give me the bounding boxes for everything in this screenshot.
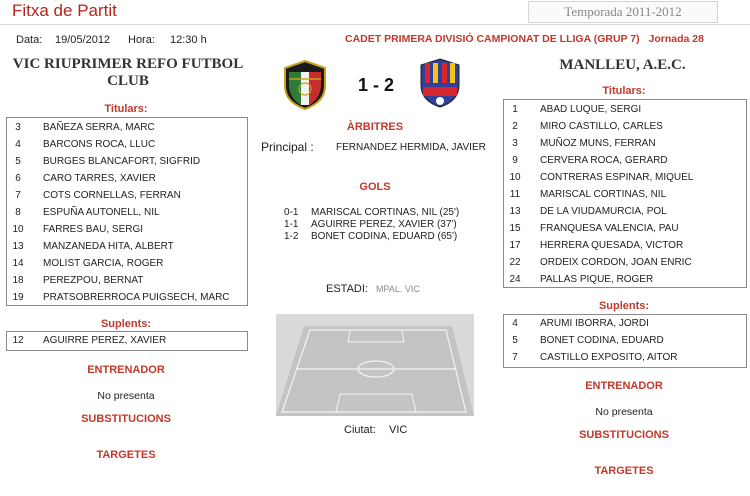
player-number: 10 (12, 224, 24, 235)
away-starters-list (503, 99, 747, 288)
player-row (504, 101, 746, 118)
player-number: 11 (509, 189, 521, 200)
goal-scorer: MARISCAL CORTINAS, NIL (25') (311, 207, 460, 218)
stadium-label: ESTADI: (326, 283, 368, 295)
player-row (7, 136, 247, 153)
player-row (7, 187, 247, 204)
referee-name: FERNANDEZ HERMIDA, JAVIER (336, 142, 486, 153)
goal-row (284, 231, 484, 243)
player-number: 18 (12, 275, 24, 286)
player-number: 7 (15, 190, 21, 201)
player-row (7, 238, 247, 255)
goal-score: 0-1 (284, 207, 299, 218)
away-coach-value: No presenta (595, 406, 653, 418)
player-name: PALLAS PIQUE, ROGER (540, 274, 654, 285)
player-name: ORDEIX CORDON, JOAN ENRIC (540, 257, 692, 268)
goal-row (284, 207, 484, 219)
player-name: ESPUÑA AUTONELL, NIL (43, 207, 160, 218)
player-row (7, 272, 247, 289)
player-name: FARRES BAU, SERGI (43, 224, 144, 235)
goal-score: 1-1 (284, 219, 299, 230)
page-title: Fitxa de Partit (12, 1, 117, 20)
player-name: MARISCAL CORTINAS, NIL (540, 189, 667, 200)
player-row (504, 152, 746, 169)
referees-label: ÀRBITRES (346, 121, 404, 133)
player-number: 5 (15, 156, 21, 167)
player-number: 24 (509, 274, 521, 285)
player-number: 13 (509, 206, 521, 217)
player-number: 3 (15, 122, 21, 133)
player-row (504, 203, 746, 220)
player-row (7, 289, 247, 306)
player-name: HERRERA QUESADA, VICTOR (540, 240, 684, 251)
away-substitutions-label: SUBSTITUCIONS (579, 429, 669, 441)
player-number: 15 (509, 223, 521, 234)
player-name: MUÑOZ MUNS, FERRAN (540, 138, 656, 149)
player-row (504, 118, 746, 135)
season-label: Temporada 2011-2012 (528, 1, 718, 23)
player-row (7, 255, 247, 272)
player-name: MIRO CASTILLO, CARLES (540, 121, 663, 132)
player-row (7, 204, 247, 221)
player-name: PRATSOBRERROCA PUIGSECH, MARC (43, 292, 230, 303)
player-row (7, 119, 247, 136)
player-name: BAÑEZA SERRA, MARC (43, 122, 155, 133)
date-label: Data: (16, 34, 43, 46)
player-name: BARCONS ROCA, LLUC (43, 139, 156, 150)
home-starters-list (6, 117, 248, 306)
city-label: Ciutat: (344, 424, 376, 436)
player-row (504, 135, 746, 152)
away-team-name: MANLLEU, A.E.C. (559, 57, 686, 73)
away-crest-icon (418, 57, 462, 109)
player-number: 17 (509, 240, 521, 251)
player-name: PEREZPOU, BERNAT (43, 275, 144, 286)
player-row (504, 332, 746, 349)
player-number: 4 (15, 139, 21, 150)
player-number: 5 (512, 335, 518, 346)
stadium-name: MPAL. VIC (376, 284, 420, 294)
away-cards-label: TARGETES (594, 465, 654, 477)
player-row (504, 349, 746, 366)
player-number: 2 (512, 121, 518, 132)
city-name: VIC (389, 424, 408, 436)
player-name: MANZANEDA HITA, ALBERT (43, 241, 174, 252)
goal-scorer: BONET CODINA, EDUARD (65') (311, 231, 458, 242)
time-value: 12:30 h (170, 34, 207, 46)
player-number: 10 (509, 172, 521, 183)
home-coach-label: ENTRENADOR (87, 364, 165, 376)
player-row (504, 271, 746, 288)
player-row (504, 315, 746, 332)
home-subs-label: Suplents: (100, 318, 152, 330)
player-number: 19 (12, 292, 24, 303)
player-row (504, 237, 746, 254)
goals-list (284, 207, 484, 243)
player-name: CARO TARRES, XAVIER (43, 173, 156, 184)
home-starters-label: Titulars: (104, 103, 148, 115)
player-name: AGUIRRE PEREZ, XAVIER (43, 335, 167, 346)
player-name: CASTILLO EXPOSITO, AITOR (540, 352, 678, 363)
home-coach-value: No presenta (97, 390, 155, 402)
player-number: 7 (512, 352, 518, 363)
player-row (7, 153, 247, 170)
stadium-pitch-image (276, 314, 474, 416)
away-starters-label: Titulars: (602, 85, 646, 97)
goal-scorer: AGUIRRE PEREZ, XAVIER (37') (311, 219, 457, 230)
away-coach-label: ENTRENADOR (585, 380, 663, 392)
player-row (504, 254, 746, 271)
player-row (7, 221, 247, 238)
player-number: 4 (512, 318, 518, 329)
player-name: ARUMI IBORRA, JORDI (540, 318, 649, 329)
player-number: 14 (12, 258, 24, 269)
home-crest-icon (281, 59, 329, 111)
home-subs-list (6, 331, 248, 351)
player-number: 6 (15, 173, 21, 184)
player-number: 1 (512, 104, 518, 115)
home-team-name: VIC RIUPRIMER REFO FUTBOL CLUB (12, 56, 244, 89)
player-number: 8 (15, 207, 21, 218)
player-name: COTS CORNELLAS, FERRAN (43, 190, 181, 201)
player-row (504, 186, 746, 203)
away-subs-label: Suplents: (598, 300, 650, 312)
competition-name: CADET PRIMERA DIVISIÓ CAMPIONAT DE LLIGA (GRUP 7) (345, 33, 640, 45)
date-value: 19/05/2012 (55, 34, 111, 46)
home-cards-label: TARGETES (96, 449, 156, 461)
player-row (7, 332, 247, 349)
player-row (504, 169, 746, 186)
goal-row (284, 219, 484, 231)
player-number: 3 (512, 138, 518, 149)
player-row (7, 170, 247, 187)
player-name: MOLIST GARCIA, ROGER (43, 258, 164, 269)
player-row (504, 220, 746, 237)
round-label: Jornada 28 (648, 33, 704, 45)
referee-role: Principal : (261, 140, 314, 154)
player-number: 22 (509, 257, 521, 268)
goal-score: 1-2 (284, 231, 299, 242)
player-number: 12 (12, 335, 24, 346)
competition-info (345, 33, 704, 45)
player-name: BURGES BLANCAFORT, SIGFRID (43, 156, 201, 167)
player-number: 9 (512, 155, 518, 166)
match-score: 1 - 2 (357, 75, 395, 95)
player-name: FRANQUESA VALENCIA, PAU (540, 223, 679, 234)
player-name: CERVERA ROCA, GERARD (540, 155, 668, 166)
player-name: BONET CODINA, EDUARD (540, 335, 664, 346)
player-number: 13 (12, 241, 24, 252)
time-label: Hora: (128, 34, 155, 46)
home-substitutions-label: SUBSTITUCIONS (81, 413, 171, 425)
player-name: ABAD LUQUE, SERGI (540, 104, 642, 115)
header-divider (0, 24, 750, 25)
player-name: CONTRERAS ESPINAR, MIQUEL (540, 172, 694, 183)
away-subs-list (503, 314, 747, 368)
goals-label: GOLS (359, 181, 391, 193)
player-name: DE LA VIUDAMURCIA, POL (540, 206, 667, 217)
